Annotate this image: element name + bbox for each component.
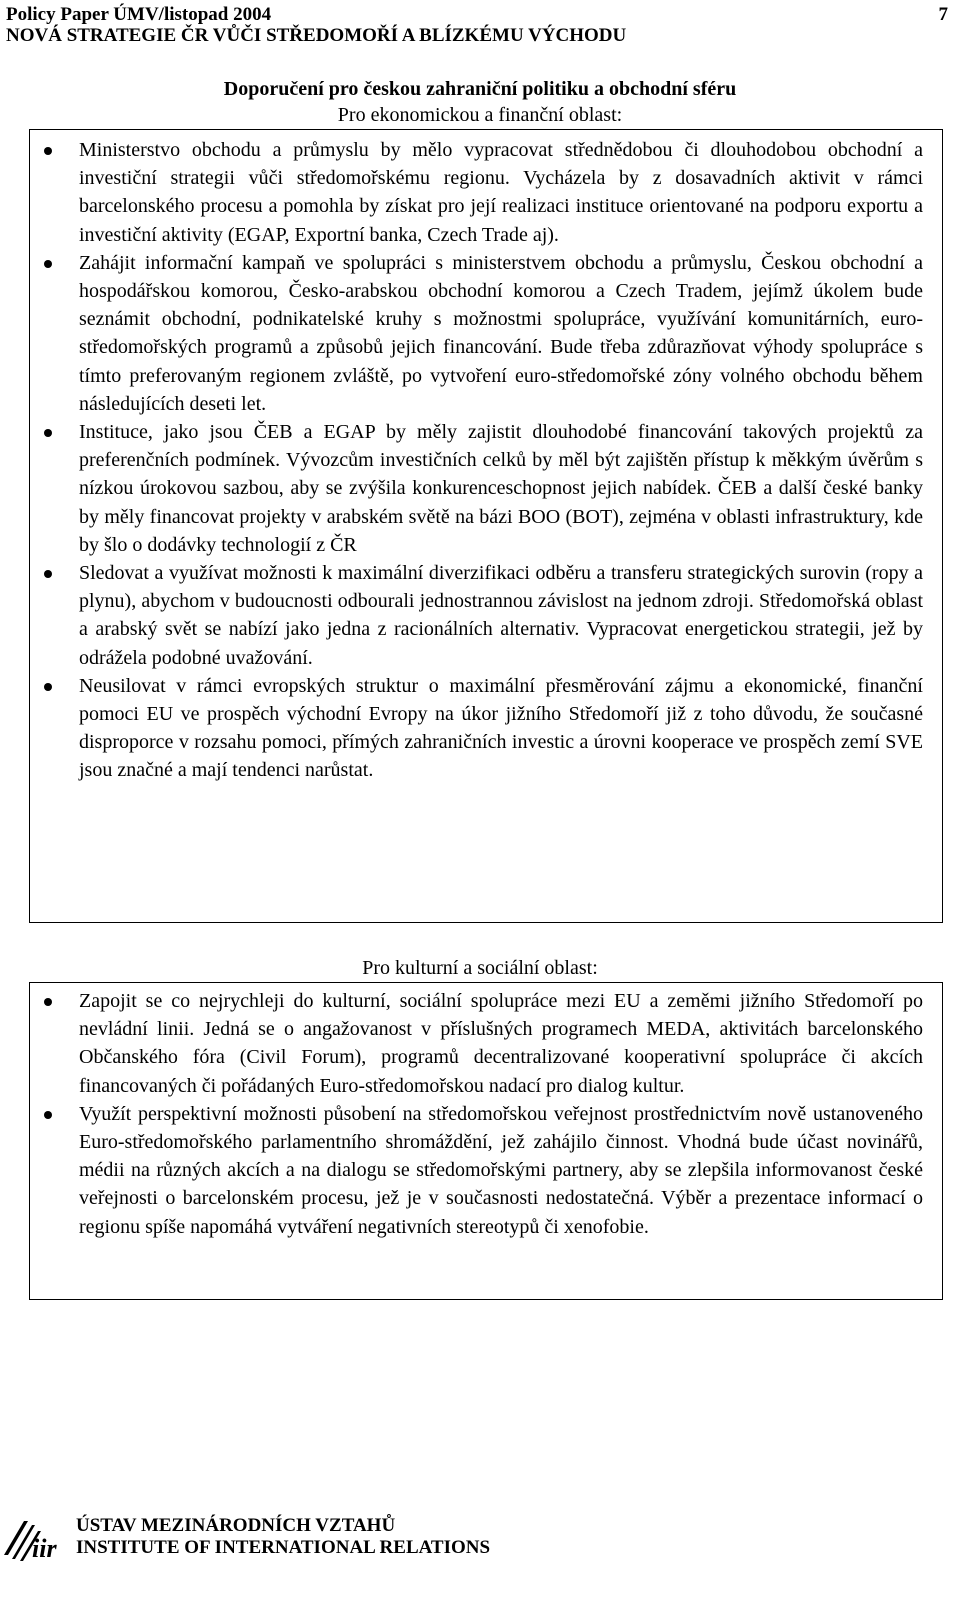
list-item-text: Instituce, jako jsou ČEB a EGAP by měly zajistit dlouhodobé financování takových projektů za preferenčních podmínek. Vývozcům investičních celků by měl být zajištěn přístup k měkkým úvěrům s nízkou úrokovou sazbou, aby se zvýšila konkurenceschopnost jejich nabídek. ČEB a další české banky by měly financovat projekty v arabském světě na bázi BOO (BOT), zejména v oblasti infrastruktury, kde by šlo o dodávky technologií z ČR [79,421,923,556]
economic-section-title: Pro ekonomickou a finanční oblast: [337,104,623,126]
cultural-recommendations-list [30,987,942,1241]
bullet-icon [44,260,52,268]
cultural-recommendations-box [29,982,943,1300]
header-subtitle: NOVÁ STRATEGIE ČR VŮČI STŘEDOMOŘÍ A BLÍZKÉMU VÝCHODU [6,25,627,46]
list-item [30,559,942,672]
list-item [30,418,942,559]
list-item-text: Zapojit se co nejrychleji do kulturní, sociální spolupráce mezi EU a zeměmi jižního Středomoří po nevládní linii. Jedná se o angažovanost v příslušných programech MEDA, aktivitách barcelonského Občanského fóra (Civil Forum), programů decentralizované kooperativní spolupráce či akcích financovaných či pořádaných Euro-středomořskou nadací pro dialog kultur. [79,990,923,1097]
list-item [30,1100,942,1241]
bullet-icon [44,429,52,437]
bullet-icon [44,998,52,1006]
bullet-icon [44,1111,52,1119]
list-item [30,136,942,249]
list-item-text: Zahájit informační kampaň ve spolupráci s ministerstvem obchodu a průmyslu, Českou obchodní a hospodářskou komorou, Česko-arabskou obchodní komorou a Czech Tradem, jejímž úkolem bude seznámit obchodní, podnikatelské kruhy s možnostmi spolupráce, využívání komunitárních, euro-středomořských programů a způsobů jejich financování. Bude třeba zdůrazňovat výhody spolupráce s tímto preferovaným regionem zvláště, po vytvoření euro-středomořské zóny volného obchodu během následujících deseti let. [79,251,923,415]
list-item-text: Neusilovat v rámci evropských struktur o maximální přesměrování zájmu a ekonomické, finanční pomoci EU ve prospěch východní Evropy na úkor jižního Středomoří již z toho důvodu, že současné disproporce v rozsahu pomoci, přímých zahraničních investic a úrovni kooperace ve prospěch zemí SVE jsou značné a mají tendenci narůstat. [79,674,923,782]
institute-name-czech: ÚSTAV MEZINÁRODNÍCH VZTAHŮ [76,1515,396,1536]
list-item-text: Využít perspektivní možnosti působení na středomořskou veřejnost prostřednictvím nově ustanoveného Euro-středomořského parlamentního shromáždění, jež zahájilo činnost. Vhodná bude účast novinářů, médii na různých akcích a na dialogu se středomořskými partnery, aby se zlepšila informovanost české veřejnosti o barcelonském procesu, jež je v současnosti nedostatečná. Výběr a prezentace informací o regionu spíše napomáhá vytváření negativních stereotypů či xenofobie. [79,1102,923,1238]
economic-recommendations-list [30,136,942,785]
header-title: Policy Paper ÚMV/listopad 2004 [6,4,272,25]
list-item-text: Ministerstvo obchodu a průmyslu by mělo vypracovat střednědobou či dlouhodobou obchodní a investiční strategii vůči středomořskému regionu. Vycházela by z dosavadních aktivit v rámci barcelonského procesu a pomohla by získat pro její realizaci instituce orientované na podporu exportu a investiční aktivity (EGAP, Exportní banka, Czech Trade aj). [79,139,923,246]
bullet-icon [44,570,52,578]
bullet-icon [44,147,52,155]
institute-logo [2,1511,66,1565]
page-header [6,4,958,46]
logo-text: iir [32,1534,57,1563]
page-number: 7 [938,4,948,25]
page-footer [0,1505,960,1605]
list-item [30,987,942,1100]
list-item [30,672,942,785]
recommendations-heading: Doporučení pro českou zahraniční politiku a obchodní sféru [223,78,737,100]
institute-name-english: INSTITUTE OF INTERNATIONAL RELATIONS [76,1537,491,1558]
list-item-text: Sledovat a využívat možnosti k maximální diverzifikaci odběru a transferu strategických surovin (ropy a plynu), abychom v budoucnosti odbourali jednostrannou závislost na jednom zdroji. Středomořská oblast a arabský svět se nabízí jako jedna z racionálních alternativ. Vypracovat energetickou strategii, jež by odrážela podobné uvažování. [79,562,923,669]
list-item [30,249,942,418]
cultural-section-title: Pro kulturní a sociální oblast: [362,957,598,979]
economic-recommendations-box [29,129,943,923]
bullet-icon [44,683,52,691]
